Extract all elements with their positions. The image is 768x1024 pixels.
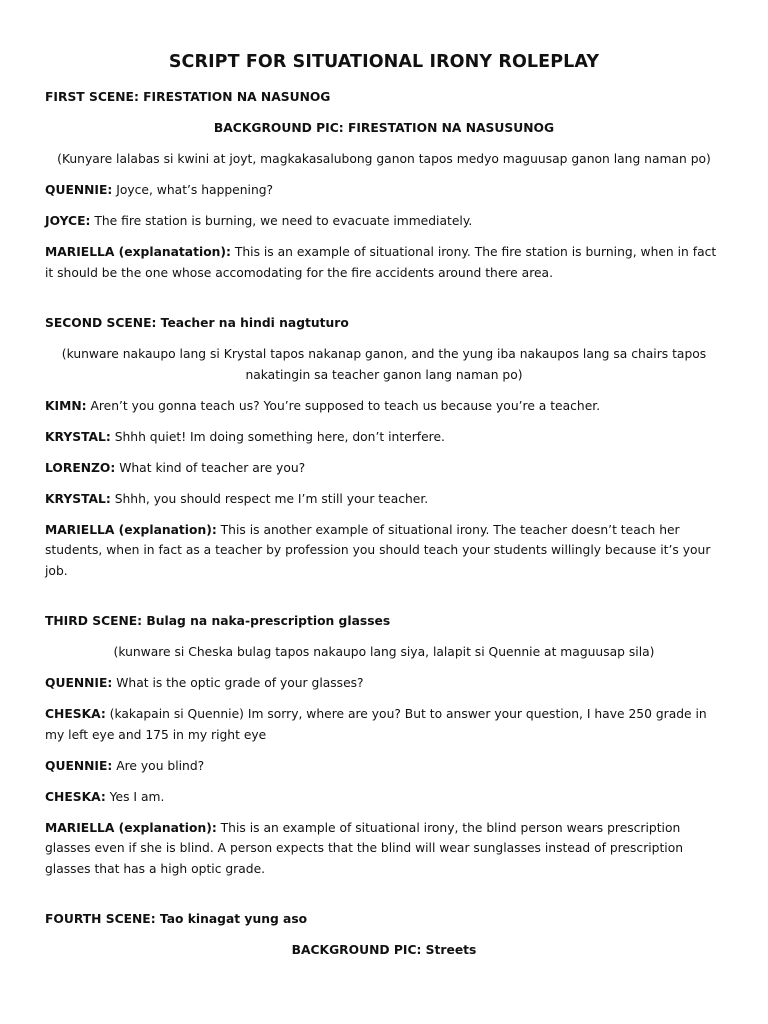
dialogue-text: This is an example of situational irony, the blind person wears prescription glasses even if she is blind. A person expects that the blind will wear sunglasses instead of prescription glasses that has a high optic grade. (45, 820, 684, 876)
document-page (45, 49, 723, 971)
fourth-scene-background: BACKGROUND PIC: Streets (291, 943, 477, 957)
second-scene-heading (45, 313, 723, 334)
scene-label: SECOND SCENE: (45, 316, 157, 330)
dialogue-text: Shhh quiet! Im doing something here, don’t interfere. (110, 429, 445, 444)
dialogue-line (45, 396, 723, 417)
dialogue-text: Joyce, what’s happening? (112, 183, 274, 197)
speaker-name: KRYSTAL: (45, 429, 111, 444)
dialogue-text: This is an example of situational irony. The fire station is burning, when in fact it should be the one whose accomodating for the fire accidents around there area. (45, 245, 717, 280)
dialogue-text: This is another example of situational irony. The teacher doesn’t teach her students, when in fact as a teacher by profession you should teach your students willingly because it’s your job. (45, 522, 711, 578)
dialogue-line (45, 818, 723, 880)
dialogue-text: (kakapain si Quennie) Im sorry, where are you? But to answer your question, I have 250 grade in my left eye and 175 in my right eye (45, 707, 707, 742)
first-scene-direction: (Kunyare lalabas si kwini at joyt, magkakasalubong ganon tapos medyo maguusap ganon lang naman po) (57, 152, 711, 166)
dialogue-line (45, 180, 723, 201)
speaker-name: QUENNIE: (45, 758, 113, 773)
first-scene-heading: FIRST SCENE: FIRESTATION NA NASUNOG (45, 90, 331, 104)
scene-title: Tao kinagat yung aso (155, 912, 308, 926)
third-scene-direction: (kunware si Cheska bulag tapos nakaupo lang siya, lalapit si Quennie at maguusap sila) (113, 645, 655, 659)
speaker-name: JOYCE: (45, 214, 91, 228)
dialogue-text: What is the optic grade of your glasses? (112, 676, 364, 690)
dialogue-line (45, 489, 723, 510)
dialogue-line (45, 704, 723, 745)
dialogue-text: The fire station is burning, we need to evacuate immediately. (90, 214, 473, 228)
dialogue-line (45, 427, 723, 448)
document-title: SCRIPT FOR SITUATIONAL IRONY ROLEPLAY (168, 52, 600, 72)
dialogue-line (45, 756, 723, 777)
speaker-name: MARIELLA (explanation): (45, 522, 217, 537)
speaker-name: CHESKA: (45, 707, 106, 721)
scene-label: FOURTH SCENE: (45, 912, 156, 926)
dialogue-line (45, 242, 723, 283)
speaker-name: KIMN: (45, 398, 87, 413)
scene-title: Teacher na hindi nagtuturo (156, 316, 349, 330)
scene-title: Bulag na naka-prescription glasses (142, 614, 391, 628)
speaker-name: MARIELLA (explanatation): (45, 245, 231, 259)
speaker-name: QUENNIE: (45, 676, 113, 690)
dialogue-line (45, 520, 723, 582)
dialogue-line (45, 211, 723, 232)
speaker-name: CHESKA: (45, 789, 106, 804)
speaker-name: KRYSTAL: (45, 491, 111, 506)
dialogue-line (45, 787, 723, 808)
dialogue-line (45, 673, 723, 694)
fourth-scene-heading (45, 909, 723, 930)
speaker-name: LORENZO: (45, 460, 116, 475)
dialogue-text: What kind of teacher are you? (115, 460, 306, 475)
speaker-name: QUENNIE: (45, 183, 113, 197)
speaker-name: MARIELLA (explanation): (45, 820, 217, 835)
dialogue-text: Aren’t you gonna teach us? You’re supposed to teach us because you’re a teacher. (86, 398, 601, 413)
third-scene-heading (45, 611, 723, 632)
dialogue-line (45, 458, 723, 479)
dialogue-text: Yes I am. (105, 789, 165, 804)
second-scene-direction: (kunware nakaupo lang si Krystal tapos nakanap ganon, and the yung iba nakaupos lang sa chairs tapos nakatingin sa teacher ganon lang naman po) (61, 347, 707, 382)
dialogue-text: Are you blind? (112, 758, 205, 773)
first-scene-background: BACKGROUND PIC: FIRESTATION NA NASUSUNOG (213, 121, 555, 135)
scene-label: THIRD SCENE: (45, 614, 143, 628)
dialogue-text: Shhh, you should respect me I’m still your teacher. (110, 491, 429, 506)
